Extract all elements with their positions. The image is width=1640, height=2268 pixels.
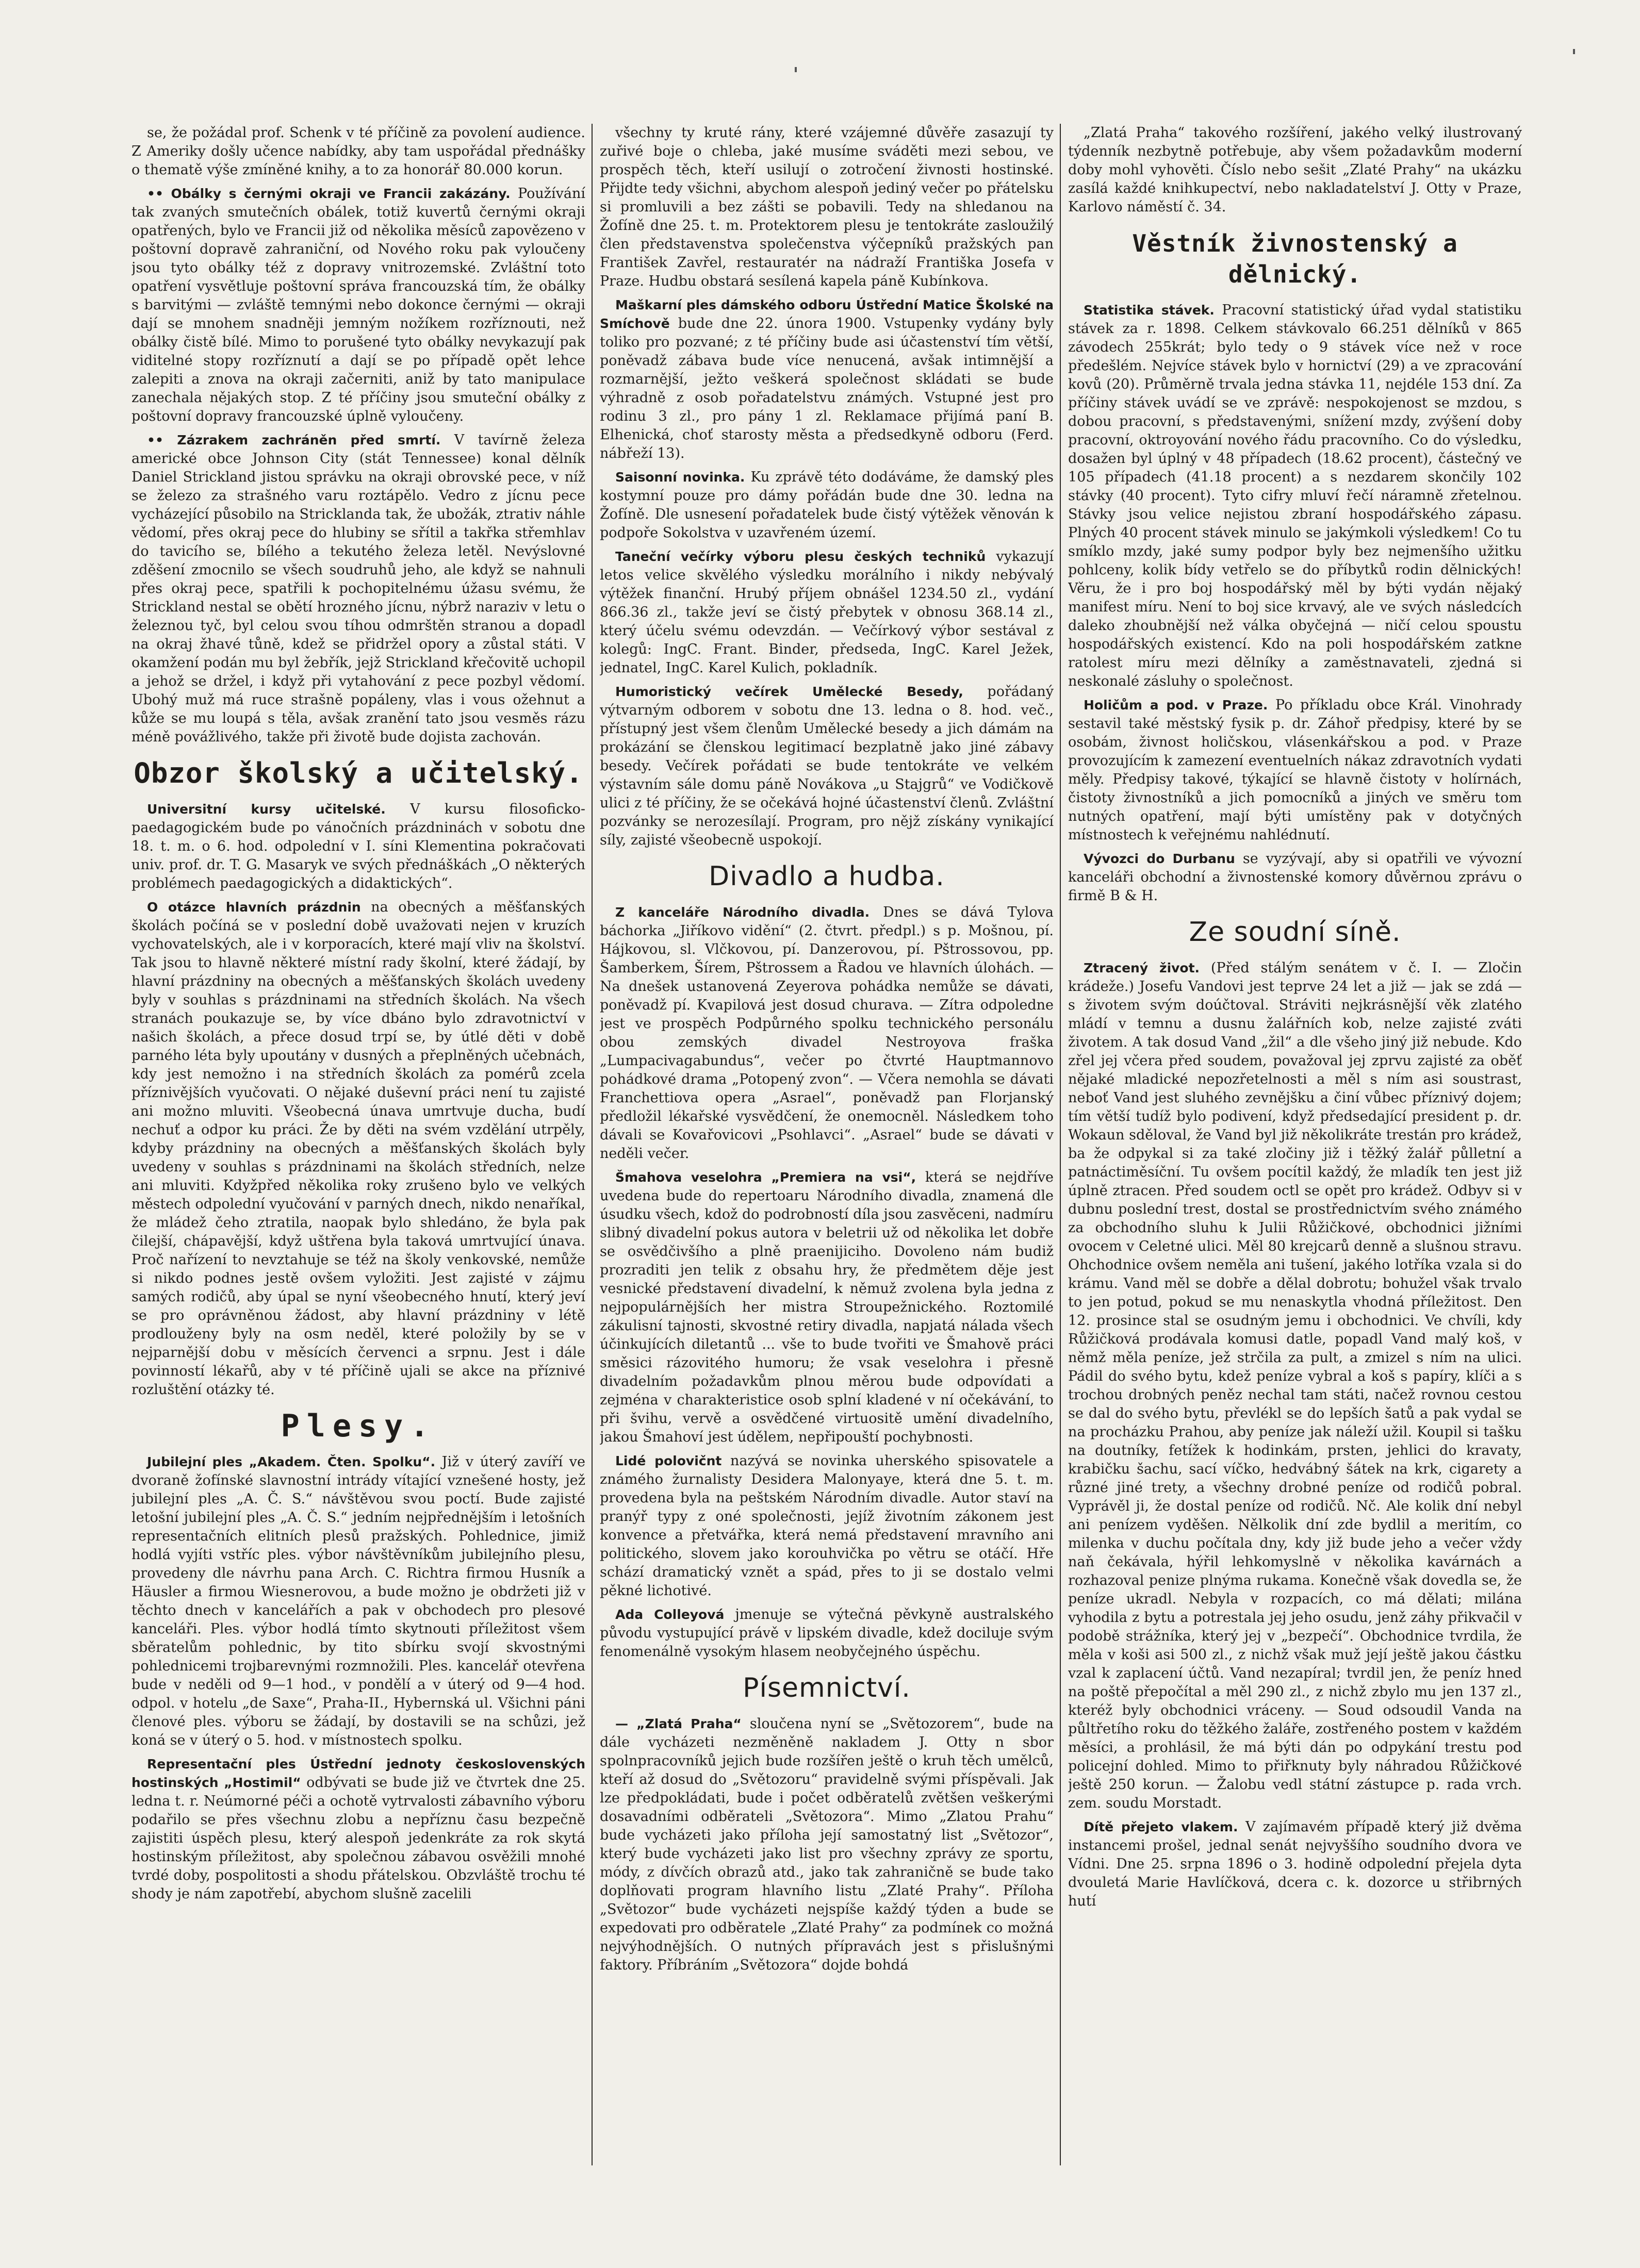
article-paragraph: •• Zázrakem zachráněn před smrtí. V tavírně železa americké obce Johnson City (stát Tennessee) konal dělník Daniel Strickland jistou správku na okraji obrovské pece, v níž se železo za strašného varu roztápělo. Vedro z jícnu pece vycházející působilo na Stricklanda tak, že ubožák, ztrativ náhle vědomí, přes okraj pece do hlubiny se sřítil a takřka střemhlav do tavicího se, bílého a tekutého železa letěl. Nevýslovné zděšení zmocnilo se všech soudruhů jeho, ale když se nahnuli přes okraj pece, spatřili k pochopitelnému úžasu svému, že Strickland nestal se obětí hrozného jícnu, nýbrž naraziv v letu o železnou tyč, byl celou svou tíhou odmrštěn stranou a dopadl na okraj žhavé tůně, kdež se přidržel opory a zůstal státi. V okamžení podán mu byl žebřík, jejž Strickland křečovitě uchopil a jehož se držel, i když při vytahování z pece pozbyl vědomí. Ubohý muž má ruce strašně popáleny, vlas i vous ožehnut a kůže se mu loupá s těla, avšak zranění tato jsou vesměs rázu méně povážlivého, takže při životě bude dojista zachován. <box>132 432 585 745</box>
scan-speck <box>795 67 797 72</box>
article-paragraph: Jubilejní ples „Akadem. Čten. Spolku“. Již v úterý zavíří ve dvoraně žofínské slavnostní intrády vítající vznešené hosty, jež jubilejní ples „A. Č. S.“ návštěvou svou poctí. Bude zajisté letošní jubilejní ples „A. Č. S.“ jedním nejpřednějším i letošních representačních elitních plesů pražských. Pohlednice, jimiž hodlá vyjíti vstříc ples. výbor návštěvníkům jubilejního plesu, provedeny dle návrhu pana Arch. C. Richtra firmou Husník a Häusler a firmou Wiesnerovou, a bude možno je obdržeti již v těchto dnech v kancelářích a pak v obchodech pro plesové kanceláři. Ples. výbor hodlá tímto skytnouti příležitost všem sběratelům pohlednic, by tito sbírku svojí skvostnými pohlednicemi trojbarevnými rozmnožili. Ples. kancelář otevřena bude v neděli od 9—1 hod., v pondělí a v úterý od 9—4 hod. odpol. v hotelu „de Saxe“, Praha-II., Hybernská ul. Všichni páni členové ples. výboru se žádají, by dostavili se na schůzi, jež koná se v úterý o 5. hod. v místnostech spolku. <box>132 1454 585 1748</box>
section-heading: Písemnictví. <box>743 1673 911 1703</box>
article-paragraph: Lidé polovičnt nazývá se novinka uherského spisovatele a známého žurnalisty Desidera Malonyaye, která dne 5. t. m. provedena byla na peštském Národním divadle. Autor staví na pranýř typy z oné společnosti, jejíž životním zákonem jest konvence a přetvářka, která nemá představení mravního ani politického, slovem jako korouhvička po větru se otáčí. Hře schází dramatický vznět a spád, přes to ji se dostalo velmi pěkné lichotivé. <box>600 1453 1054 1599</box>
article-headline: •• Obálky s černými okraji ve Francii zakázány. <box>147 186 511 201</box>
article-paragraph: Ztracený život. (Před stálým senátem v č. I. — Zločin krádeže.) Josefu Vandovi jest teprve 24 let a již — jak se zdá — s životem svým doúčtoval. Stráviti nejkrásnější věk zlatého mládí v temnu a dusnu žalářních kob, nelze zajisté zváti životem. A tak dosud Vand „žil“ a dle všeho jiný již nebude. Kdo zřel jej včera před soudem, považoval jej zprvu zajisté za oběť nějaké mladické nepozřetelnosti a měl s ním asi soustrast, neboť Vand jest sluhého zevnějšku a činí vůbec příznivý dojem; tím větší tudíž bylo podivení, když předsedající president p. dr. Wokaun sděloval, že Vand byl již několikráte trestán pro krádež, ba že odpykal si za také zločiny již i těžký žalář půlletní a patnáctiměsíční. Tu ovšem pocítil každý, že mladík ten jest již úplně ztracen. Před soudem octl se opět pro krádež. Odbyv si v dubnu poslední trest, dostal se prostřednictvím svého známého za obchodního sluhu k Julii Růžičkové, obchodnici jižními ovocem v Celetné ulici. Měl 80 krejcarů denně a slušnou stravu. Ohchodnice ovšem neměla ani tušení, jakého lotříka vzala si do krámu. Vand měl se dobře a dělal dobrotu; bohužel však trvalo to jen potud, pokud se mu nenaskytla vhodná příležitost. Den 12. prosince stal se osudným jemu i obchodnici. Ve chvíli, kdy Růžičková prodávala komusi datle, popadl Vand malý koš, v němž měla peníze, jež strčila za pult, a zmizel s ním na ulici. Pádil do svého bytu, kdež peníze vybral a koš s papíry, klíči a s trochou drobných peněz nechal tam státi, načež rovnou cestou se dal do svého bytu, převlékl se do lepších šatů a pak vydal se na procházku Prahou, aby peníze jak náleží užil. Koupil si tašku na doutníky, fetížek k hodinkám, prsten, jehlici do kravaty, krabičku šachu, sací víčko, hedvábný šátek na krk, cigarety a různé jiné trety, a všechny drobné peníze od rodičů pobral. Vyprávěl ji, že dostal peníze od rodičů. Nč. Ale kolik dní nebyl ani penízem vyděšen. Nělkolik dní zde bydlil a meritím, co milenka v duchu počítala dny, kdy již bude jeho a večer vždy naň čekávala, hýřil lehkomyslně v několika kavárnách a rozhazoval penize plnýma rukama. Konečně však dovedla se, že peníze ukradl. Nebyla v rozpacích, co má dělati; milána vyhodila z bytu a potrestala jej jeho osudu, jenž záhy přikvačil v podobě strážníka, který jej v „bezpečí“. Obchodnice tvrdila, že měla v koši asi 500 zl., z nichž však muž její ještě jakou částku vzal k zaplacení účtů. Vand nezapíral; tvrdil jen, že peníz hned na poště přepočítal a měl 290 zl., z nichž zbylo mu jen 137 zl., kteréž byly obchodnici vráceny. — Soud odsoudil Vanda na půltřetího roku do těžkého žaláře, zostřeného postem v každém měsíci, a prohlásil, že má býti dán po odpykání trestu pod policejní dohled. Mimo to přiřknuty byly náhradou Růžičkové ještě 250 korun. — Žalobu vedl státní zástupce p. rada vrch. zem. soudu Morstadt. <box>1068 960 1522 1811</box>
article-paragraph: se, že požádal prof. Schenk v té příčině za povolení audience. Z Ameriky došly učence nabídky, aby tam uspořádal přednášky o thematě výše zmíněné knihy, a to za honorář 80.000 korun. <box>132 125 585 178</box>
column-right <box>1068 124 1522 2165</box>
article-paragraph: „Zlatá Praha“ takového rozšíření, jakého velký ilustrovaný týdenník nezbytně potřebuje, aby všem požadavkům moderní doby mohl vyhověti. Číslo nebo sešit „Zlaté Prahy“ na ukázku zasílá každé knihkupectví, nebo nakladatelství J. Otty v Praze, Karlovo náměstí č. 34. <box>1068 125 1522 215</box>
article-paragraph: Representační ples Ústřední jednoty československých hostinských „Hostimil“ odbývati se bude již ve čtvrtek dne 25. ledna t. r. Neúmorné péči a ochotě vytrvalosti zábavního výboru podařilo se přes všechnu zlobu a nepříznu času bezpečně zajistiti úspěch plesu, který alespoň jedenkráte za rok skytá hostinským příležitost, aby společnou zábavou osvěžili mnohé tvrdé doby, pospolitosti a shodu přátelskou. Obzvláště trochu té shody je nám zapotřebí, abychom slušně zacelili <box>132 1757 585 1902</box>
column-left <box>132 124 585 2165</box>
section-heading: Obzor školský a učitelský. <box>134 757 583 789</box>
article-paragraph: Statistika stávek. Pracovní statistický úřad vydal statistiku stávek za r. 1898. Celkem stávkovalo 66.251 dělníků v 865 závodech 255krát; bylo tedy o 9 stávek více než v roce předešlém. Nejvíce stávek bylo v hornictví (29) a ve zpracování kovů (20). Průměrně trvala jedna stávka 11, nejdéle 153 dní. Za příčiny stávek uvádí se ve zprávě: nespokojenost se mzdou, s dobou pracovní, s představenými, snížení mzdy, zvýšení doby pracovní, oktroyování nového řádu pracovního. Co do výsledku, dosažen byl úplný v 48 případech (18.62 procent), částečný ve 105 případech (41.18 procent) a s nezdarem skončily 102 stávky (40 procent). Tyto cifry mluví řečí náramně zřetelnou. Stávky jsou velice nejistou zbraní hospodářského zápasu. Plných 40 procent stávek minulo se jakýmkoli výsledkem! Co tu smíklo mzdy, jaké sumy podpor byly bez nejmenšího užitku pohlceny, kolik bídy vetřelo se do příbytků rodin dělnických! Věru, že i pro boj hospodářský měl by býti vydán nějaký manifest míru. Není to boj sice krvavý, ale ve svých následcích daleko zhoubnější než válka obyčejná — ničí celou spoustu hospodářských existencí. Kdo na poli hospodářském zatkne ratolest míru mezi dělníky a zaměstnavateli, zjedná si neskonalé zásluhy o společnost. <box>1068 302 1522 689</box>
article-headline: Lidé polovičnt <box>615 1453 722 1468</box>
article-paragraph: Universitní kursy učitelské. V kursu filosoficko-paedagogickém bude po vánočních prázdninách v sobotu dne 18. t. m. o 6. hod. odpolední v I. síni Klementina pokračovati univ. prof. dr. T. G. Masaryk ve svých přednáškách „O některých problémech paedagogických a didaktických“. <box>132 801 585 891</box>
article-paragraph: Ada Colleyová jmenuje se výtečná pěvkyně australského původu vystupující právě v lipském divadle, kdež dociluje svým fenomenálně vysokým hlasem neobyčejného úspěchu. <box>600 1607 1054 1660</box>
article-headline: — „Zlatá Praha“ <box>615 1716 742 1731</box>
section-heading: Ze soudní síně. <box>1189 917 1401 948</box>
column-middle <box>600 124 1054 2165</box>
column-rule <box>592 124 593 2165</box>
scan-speck <box>1573 49 1575 54</box>
article-paragraph: •• Obálky s černými okraji ve Francii zakázány. Používání tak zvaných smutečních obálek, totiž kuvertů černými okraji opatřených, bylo ve Francii již od několika měsíců zapovězeno v poštovní dopravě zahraniční, od Nového roku pak vyloučeny jsou tyto obálky též z dopravy vnitrozemské. Zvláštní toto opatření vysvětluje poštovní správa francouzská tím, že obálky s barvitými — zvláště temnými nebo dokonce černými — okraji dají se mnohem snadněji jemným nožíkem rozříznouti, než obálky čistě bílé. Mimo to porušené tyto obálky nevykazují pak viditelné stopy rozříznutí a dají se po případě opět lehce zalepiti a znova na okraji začerniti, aniž by tato manipulace zanechala nějakých stop. Z té příčiny jsou smuteční obálky z poštovní dopravy francouzské úplně vyloučeny. <box>132 186 585 424</box>
article-paragraph: všechny ty kruté rány, které vzájemné důvěře zasazují ty zuřivé boje o chleba, jaké musíme sváděti mezi sebou, ve prospěch těch, kteří usilují o zotročení živnosti hostinské. Přijdte tedy všichni, abychom alespoň jediný večer po přátelsku si promluvili a bez zášti se pobavili. Tedy na shledanou na Žofíně dne 25. t. m. Protektorem plesu je tentokráte zasloužilý člen představenstva společenstva výčepníků pražských pan František Zavřel, restauratér na nádraží Františka Josefa v Praze. Hudbu obstará sesílená kapela páně Kubínkova. <box>600 125 1054 289</box>
article-headline: Statistika stávek. <box>1084 303 1215 318</box>
article-paragraph: Taneční večírky výboru plesu českých techniků vykazují letos velice skvělého výsledku morálního i nikdy nebývalý výtěžek finanční. Hrubý příjem obnášel 1234.50 zl., vydání 866.36 zl., takže jeví se čistý přebytek v obnosu 368.14 zl., který účelu svému odevzdán. — Večírkový výbor sestával z kolegů: IngC. Frant. Binder, předseda, IngC. Karel Ježek, jednatel, IngC. Karel Kulich, pokladník. <box>600 549 1054 676</box>
article-paragraph: Vývozci do Durbanu se vyzývají, aby si opatřili ve vývozní kanceláři obchodní a živnostenské komory důvěrnou zprávu o firmě B & H. <box>1068 851 1522 904</box>
article-paragraph: O otázce hlavních prázdnin na obecných a měšťanských školách počíná se v poslední době uvažovati nejen v kruzích vychovatelských, ale i v korporacích, které mají vliv na školství. Tak jsou to hlavně některé místní rady školní, které žádají, by hlavní prázdniny na obecných a měšťanských školách uvedeny byly v souhlas s prázdninami na středních školách. Na všech stranách poukazuje se, by více dbáno bylo zdravotnictví v našich školách, a přece dosud trpí se, by útlé děti v době parného léta byly upoutány v dusných a přeplněných učebnách, kdy jest nemožno i na středních školách za pomérů zcela příznivějších vyučovati. O nějaké duševní práci není tu zajisté ani možno mluviti. Všeobecná únava umrtvuje ducha, budí nechuť a odpor ku práci. Že by děti na svém vzdělání utrpěly, kdyby prázdniny na obecných a měšťanských školách byly uvedeny v souhlas s prázdninami na školách středních, nelze ani mluviti. Kdyžpřed několika roky zrušeno bylo ve velkých městech odpolední vyučování v parných dnech, nikdo nenaříkal, že mládež čeho ztratila, naopak bylo shledáno, že byla pak čilejší, chápavější, když uštřena byla taková umrtvující únava. Proč nařízení to nevztahuje se též na školy venkovské, nemůže si nikdo podnes jestě ovšem vyložiti. Jest zajisté v zájmu samých rodičů, aby úpal se nyní všeobecného hnutí, který jeví se pro oprávněnou žádost, aby hlavní prázdniny v létě prodlouženy byly na osm neděl, které položily by se v nejparnější dobu v měsících červenci a srpnu. Jest i dále povinností lékařů, aby v té příčině ujali se akce na příznivé rozluštění otázky té. <box>132 899 585 1398</box>
article-paragraph: Saisonní novinka. Ku zprávě této dodáváme, že damský ples kostymní pouze pro dámy pořádán bude dne 30. ledna na Žofíně. Dle usnesení pořadatelek bude čistý výtěžek věnován k podpoře Sokolstva v uzavřeném území. <box>600 469 1054 541</box>
article-paragraph: Z kanceláře Národního divadla. Dnes se dává Tylova báchorka „Jiříkovo vidění“ (2. čtvrt. předpl.) s p. Mošnou, pí. Hájkovou, sl. Vlčkovou, pí. Danzerovou, pí. Pštrossovou, pp. Šamberkem, Šírem, Pštrossem a Řadou ve hlavních úlohách. — Na dnešek ustanovená Zeyerova pohádka nemůže se dávati, poněvadž pí. Kvapilová jest dosud churava. — Zítra odpoledne jest ve prospěch Podpůrného spolku technického personálu obou zemských divadel Nestroyova fraška „Lumpacivagabundus“, večer po čtvrté Hauptmannovo pohádkové drama „Potopený zvon“. — Včera nemohla se dávati Franchettiova opera „Asrael“, poněvadž pan Florjanský předložil lékařské vysvědčení, že onemocněl. Následkem toho dávali se Kovařovicovi „Psohlavci“. „Asrael“ bude se dávati v neděli večer. <box>600 904 1054 1162</box>
column-rule <box>1060 124 1061 2165</box>
article-paragraph: Šmahova veselohra „Premiera na vsi“, která se nejdříve uvedena bude do repertoaru Národního divadla, znamená dle úsudku všech, kdož do podrobností díla jsou zasvěceni, nadmíru slibný divadelní pokus autora v beletrii už od několika let dobře se osvědčivšího a plně praenijiciho. Dovoleno nám budiž prozraditi jen telik z obsahu hry, že předmětem děje jest vesnické představení divadelní, k němuž zvolena byla jedna z nejpopulárnějších her mistra Stroupežnického. Roztomilé zákulisní tajnosti, skvostné retiry divadla, napjatá nálada všech účinkujících diletantů ... vše to bude tvořiti ve Šmahově práci směsici rázovitého humoru; že vsak veselohra i přesně divadelním požadavkům plnou měrou bude odpovídati a zejména v charakteristice osob splní kladené v ní očekávání, to při švihu, vervě a osvědčené virtuositě umění divadelního, jakou Šmahoví jest údělem, nepřipouští pochybnosti. <box>600 1169 1054 1445</box>
article-headline: Vývozci do Durbanu <box>1084 851 1235 866</box>
article-headline: Humoristický večírek Umělecké Besedy, <box>615 684 963 699</box>
section-heading: Plesy. <box>281 1408 436 1444</box>
article-headline: Representační ples Ústřední jednoty československých hostinských „Hostimil“ <box>132 1757 585 1790</box>
section-heading: Věstník živnostenský a dělnický. <box>1132 229 1458 288</box>
article-headline: Saisonní novinka. <box>615 470 745 485</box>
article-headline: Holičům a pod. v Praze. <box>1084 698 1268 713</box>
article-headline: Universitní kursy učitelské. <box>147 802 386 817</box>
article-paragraph: — „Zlatá Praha“ sloučena nyní se „Světozorem“, bude na dále vycházeti nezměněně nakladem J. Otty n sbor spolnpracovníků jejich bude rozšířen ještě o kruh těch umělců, kteří až dosud do „Světozoru“ pravidelně svými příspěvali. Jak lze předpokládati, bude i počet odběratelů zvětšen veškerými dosavadními odběrateli „Světozora“. Mimo „Zlatou Prahu“ bude vycházeti jako příloha její samostatný list „Světozor“, který bude vycházeti jako list pro všechny zprávy ze sportu, módy, z dívčích obrazů atd., jako tak zahraničně se bude tako doplňovati program hlavního listu „Zlaté Prahy“. Příloha „Světozor“ bude vycházeti nejspíše každý týden a bude se expedovati pro odběratele „Zlaté Prahy“ za podmínek co možná nejvýhodnějších. O nutných přípravách jest s přislušnými faktory. Příbráním „Světozora“ dojde bohdá <box>600 1716 1054 1973</box>
article-headline: Šmahova veselohra „Premiera na vsi“, <box>615 1170 916 1185</box>
article-headline: Z kanceláře Národního divadla. <box>615 905 870 920</box>
article-headline: Ztracený život. <box>1084 961 1200 975</box>
article-paragraph: Maškarní ples dámského odboru Ústřední Matice Školské na Smíchově bude dne 22. února 1900. Vstupenky vydány byly toliko pro pozvané; z té příčiny bude asi účastenství tím větší, poněvadž zábava bude více nenucená, avšak intimnější a rozmarnější, ježto veškerá společnost skládati se bude výhradně z osob pořadatelstvu známých. Vstupné jest pro rodinu 3 zl., pro pány 1 zl. Reklamace přijímá paní B. Elhenická, choť starosty města a předsedkyně odboru (Ferd. nábřeží 13). <box>600 297 1054 461</box>
article-headline: O otázce hlavních prázdnin <box>147 900 361 915</box>
section-heading: Divadlo a hudba. <box>709 861 945 892</box>
article-headline: Maškarní ples dámského odboru Ústřední Matice Školské na Smíchově <box>600 297 1054 331</box>
article-paragraph: Dítě přejeto vlakem. V zajímavém případě který již dvěma instancemi prošel, jednal senát nejvyššího soudního dvora ve Vídni. Dne 25. srpna 1896 o 3. hodině odpolední přejela dyta dvouletá Marie Havlíčková, dcera c. k. dozorce u střibrných hutí <box>1068 1819 1522 1909</box>
article-headline: Dítě přejeto vlakem. <box>1084 1819 1238 1834</box>
article-headline: Taneční večírky výboru plesu českých techniků <box>615 549 986 564</box>
article-headline: Ada Colleyová <box>615 1607 725 1622</box>
article-headline: •• Zázrakem zachráněn před smrtí. <box>147 433 441 448</box>
article-paragraph: Humoristický večírek Umělecké Besedy, pořádaný výtvarným odborem v sobotu dne 13. ledna o 8. hod. več., přístupný jest všem členům Umělecké besedy a jich dámám na prokázání se členskou legitimací bezplatně jako jiné zábavy besedy. Večírek pořádati se bude tentokráte ve velkém výstavním sále domu páně Novákova „u Stajgrů“ ve Vodičkově ulici z té příčiny, že se očekává hojné účastenství členů. Zvláštní pozvánky se nerozesílají. Program, pro nějž získány vynikající síly, zajisté všeobecně uspokojí. <box>600 684 1054 848</box>
article-headline: Jubilejní ples „Akadem. Čten. Spolku“. <box>147 1454 436 1469</box>
article-paragraph: Holičům a pod. v Praze. Po příkladu obce Král. Vinohrady sestavil také městský fysik p. dr. Záhoř předpisy, které by se osobám, živnost holičskou, vlásenkářskou a pod. v Praze provozujícím k zamezení eventuelních nákaz zdravotních vydati měly. Předpisy takové, týkající se hlavně čistoty v holírnách, čistoty živnostníků a jich pomocníků a jiných ve směru tom nutných opatření, mají býti umístěny pak v dotyčných místnostech k veřejnému nahlédnutí. <box>1068 697 1522 843</box>
